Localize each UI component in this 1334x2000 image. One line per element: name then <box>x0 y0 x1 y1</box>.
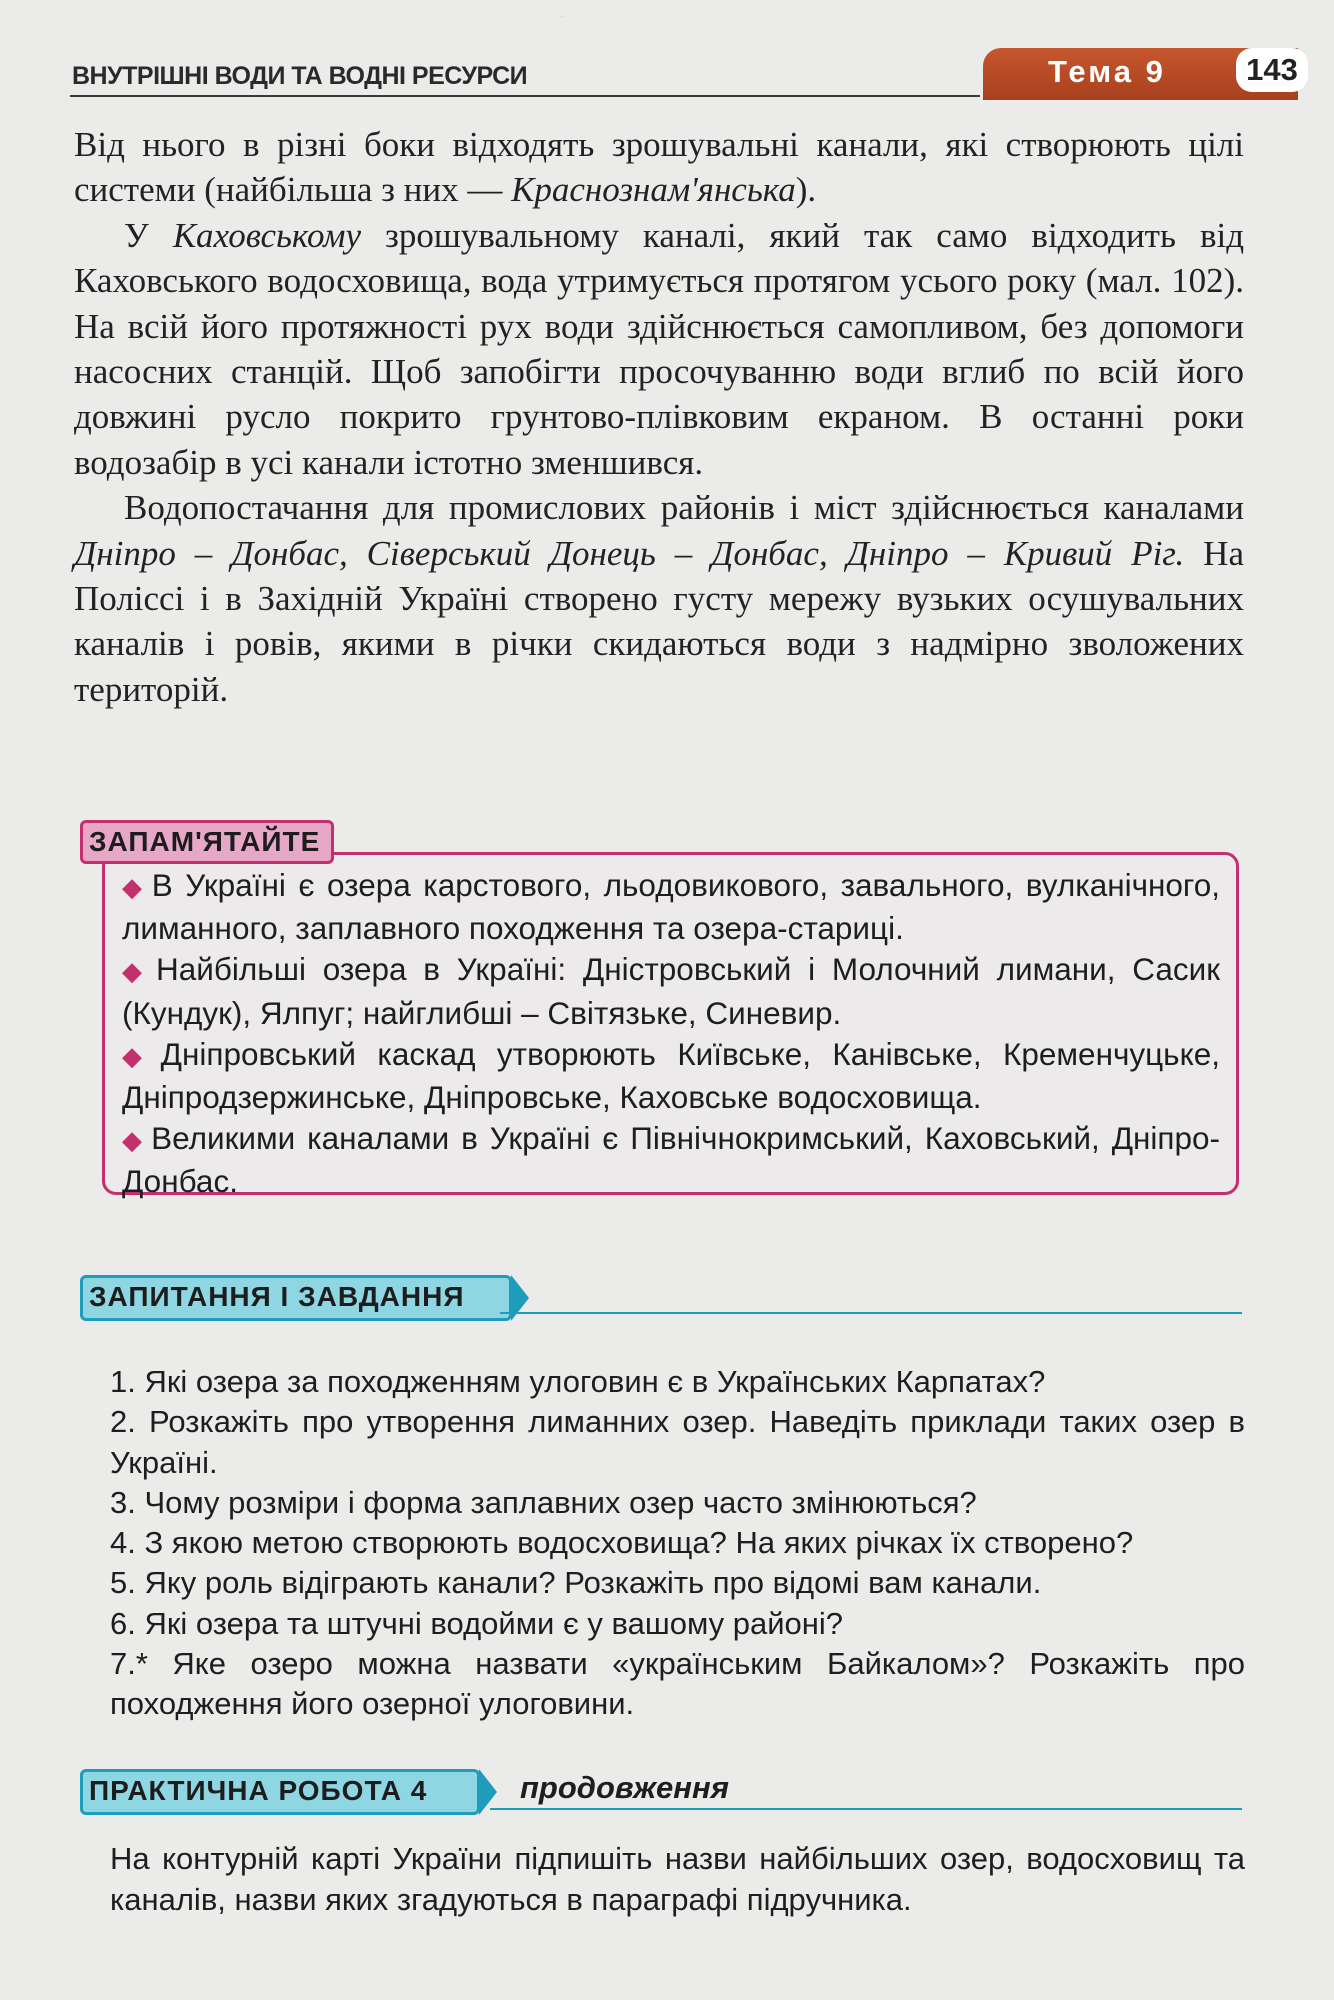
list-item: ◆ Дніпровський каскад утворюють Київське, Канівське, Кременчуцьке, Дніпродзержинське, Дніпровське, Каховське водосховища. <box>122 1035 1220 1116</box>
topic-label: Тема 9 <box>1048 54 1166 89</box>
header-divider <box>70 95 980 97</box>
question-item: 2. Розкажіть про утворення лиманних озер. Наведіть приклади таких озер в Україні. <box>110 1404 1245 1480</box>
diamond-bullet-icon: ◆ <box>122 1040 155 1071</box>
list-item: ◆ Найбільші озера в Україні: Дністровський і Молочний лимани, Сасик (Кундук), Ялпуг; найглибші – Світязьке, Синевир. <box>122 951 1220 1031</box>
diamond-bullet-icon: ◆ <box>122 956 151 987</box>
list-item: ◆ В Україні є озера карстового, льодовикового, завального, вулканічного, лиманного, заплавного походження та озера-стариці. <box>122 867 1220 947</box>
diamond-bullet-icon: ◆ <box>122 872 146 902</box>
continuation-label: продовження <box>520 1770 729 1805</box>
question-item: 7.* Яке озеро можна назвати «українським Байкалом»? Розкажіть про походження його озерної улоговини. <box>110 1646 1245 1722</box>
question-item: 6. Які озера та штучні водойми є у вашому районі? <box>110 1605 844 1641</box>
questions-list <box>110 1362 1245 1725</box>
canal-system-name: Краснознам'янська <box>511 170 796 210</box>
questions-divider <box>500 1312 1242 1314</box>
page-number: 143 <box>1236 48 1308 92</box>
list-item: ◆ Великими каналами в Україні є Північнокримський, Каховський, Дніпро-Донбас. <box>122 1120 1221 1200</box>
section-title: ВНУТРІШНІ ВОДИ ТА ВОДНІ РЕСУРСИ <box>72 62 528 90</box>
practical-label: ПРАКТИЧНА РОБОТА 4 <box>80 1769 480 1815</box>
practical-divider <box>490 1808 1242 1810</box>
paragraph-3: Водопостачання для промислових районів і міст здійснюється каналами Дніпро – Донбас, Сіверський Донець – Донбас, Дніпро – Кривий Ріг. На Поліссі і в Західній Україні створено густу мережу вузьких осушувальних каналів і ровів, якими в річки скидаються води з надмірно зволожених територій. <box>74 488 1244 709</box>
body-text <box>74 122 1244 712</box>
practical-task: На контурній карті України підпишіть назви найбільших озер, водосховищ та каналів, назви яких згадуються в параграфі підручника. <box>110 1841 1245 1917</box>
paragraph-1: Від нього в різні боки відходять зрошувальні канали, які створюють цілі системи (найбільша з них — Краснознам'янська). <box>74 125 1244 210</box>
remember-list <box>122 865 1220 1203</box>
question-item: 3. Чому розміри і форма заплавних озер часто змінюються? <box>110 1484 977 1520</box>
questions-label: ЗАПИТАННЯ І ЗАВДАННЯ <box>80 1275 512 1321</box>
paragraph-2: У Каховському зрошувальному каналі, який так само відходить від Каховського водосховища, вода утримується протягом усього року (мал. 102). На всій його протяжності рух води здійснюється самопливом, без допомоги насосних станцій. Щоб запобігти просочуванню води вглиб по всій його довжині русло покрито грунтово-плівковим екраном. В останні роки водозабір в усі канали істотно зменшився. <box>74 215 1245 482</box>
question-item: 1. Які озера за походженням улоговин є в Українських Карпатах? <box>110 1364 1046 1399</box>
remember-label: ЗАПАМ'ЯТАЙТЕ <box>80 820 334 864</box>
watermark: · <box>560 8 565 23</box>
question-item: 5. Яку роль відіграють канали? Розкажіть про відомі вам канали. <box>110 1565 1042 1601</box>
diamond-bullet-icon: ◆ <box>122 1125 146 1156</box>
question-item: 4. З якою метою створюють водосховища? На яких річках їх створено? <box>110 1525 1134 1561</box>
canal-names: Дніпро – Донбас, Сіверський Донець – Донбас, Дніпро – Кривий Ріг. <box>74 533 1185 573</box>
canal-name: Каховському <box>172 215 361 255</box>
